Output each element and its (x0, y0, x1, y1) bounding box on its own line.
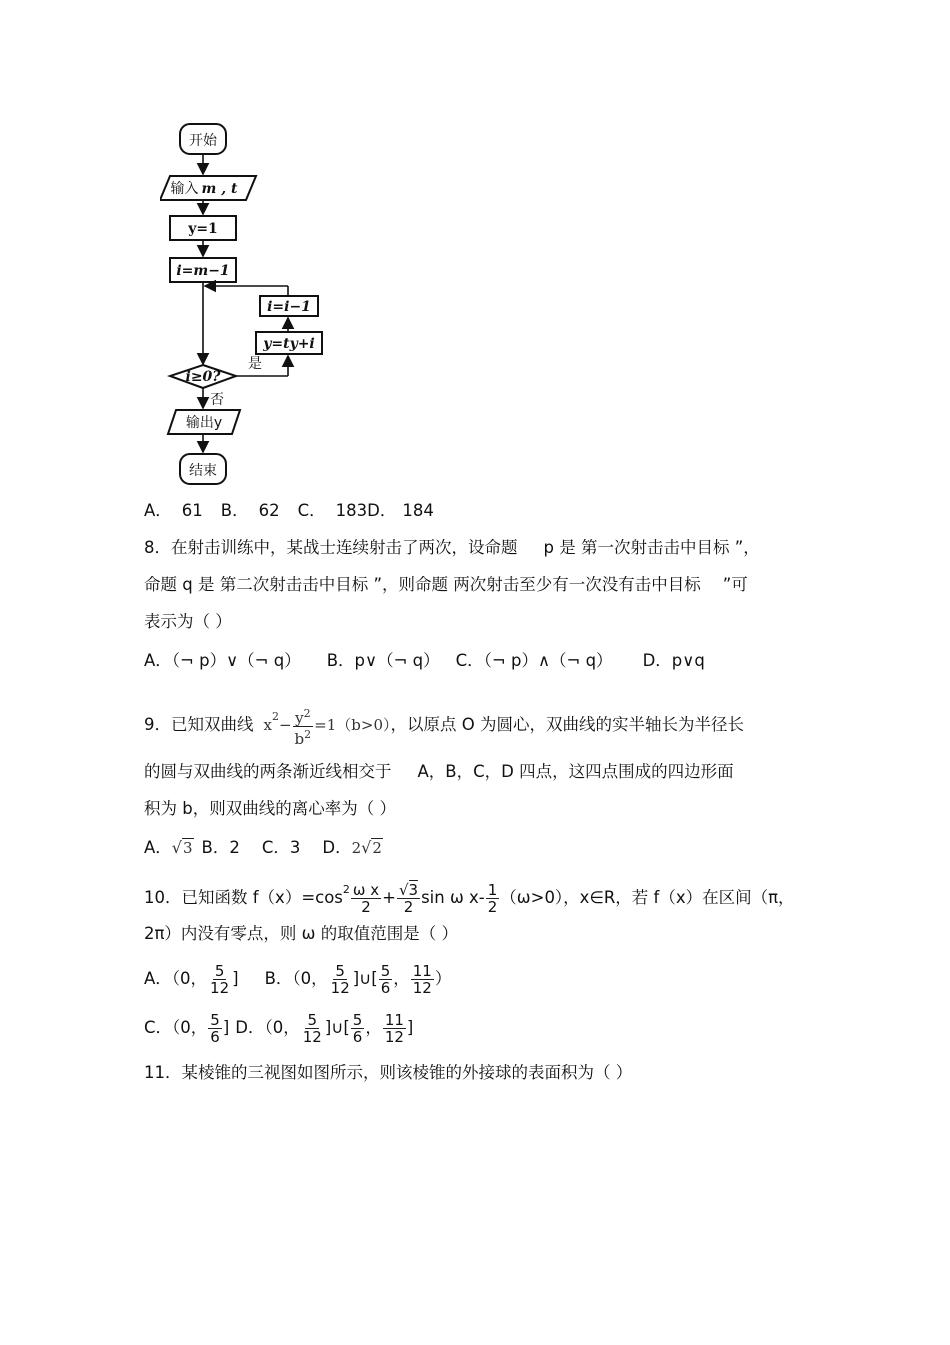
q9-line-1 (144, 702, 744, 747)
flowchart-yes-label: 是 (248, 356, 262, 372)
q10-line-1: 10．已知函数 $f(x)=\cos^2$ $\frac{\text{ω x}}{2}$ + $\frac{√3}{2}$ sin ω x- $\frac{1}{2}$ （ω>0），x∈R，若 f（x）在区间（π， (144, 881, 795, 916)
q8-option-b: B．p∨（¬ q） (326, 651, 440, 670)
q9-d-label: D． (322, 838, 352, 857)
flowchart-no-label: 否 (210, 392, 224, 408)
flowchart-input-label: 输入 m , t (170, 181, 238, 197)
q7-option-b: 62 (258, 501, 280, 520)
flowchart-output-label: 输出y (185, 415, 223, 431)
q9-option-d: 2√2 (351, 838, 382, 857)
q9-options (144, 836, 383, 860)
q10-sin: sin ω x (421, 888, 479, 907)
q9-suffix: ，以原点 O 为圆心，双曲线的实半轴长为半径长 (390, 715, 744, 734)
q10-frac-1: $\frac{\text{ω x}}{2}$ (352, 881, 380, 916)
q8-option-a: A．（¬ p）∨（¬ q） (144, 651, 301, 670)
q9-a-label: A． (144, 838, 172, 857)
q10-option-a: A．（0， $\frac{5}{12}$ ] (144, 962, 239, 997)
q8-text-2a: 命题 q 是 第二次射击击中目标 ”，则命题 两次射击至少有一次没有击中目标 (144, 575, 701, 594)
q7-b-label: B． (220, 501, 249, 520)
flowchart-update-y-label: y=ty+i (263, 336, 315, 352)
q7-options (144, 499, 434, 523)
flowchart-condition-label: i≥0? (185, 369, 221, 385)
q8-line-1 (144, 536, 760, 560)
q7-option-a: 61 (181, 501, 203, 520)
q10-frac-3: $\frac{1}{2}$ (487, 881, 498, 916)
flowchart-init-y-label: y=1 (188, 221, 218, 237)
q10-line-2: 2π）内没有零点，则 ω 的取值范围是（ ） (144, 924, 458, 943)
q10-prefix: 10．已知函数 f（x）=cos (144, 888, 343, 907)
q10-rest: （ω>0），x∈R，若 f（x）在区间（π， (500, 888, 795, 907)
q7-c-label: C． (297, 501, 326, 520)
q7-a-label: A． (144, 501, 172, 520)
q11-line-1: 11．某棱锥的三视图如图所示，则该棱锥的外接球的表面积为（ ） (144, 1063, 633, 1082)
q8-text-1a: 8．在射击训练中，某战士连续射击了两次，设命题 (144, 538, 518, 557)
q9-hyperbola-equation: $x^2-$ $\frac{y^2}{b^2}$ =1（b>0） (263, 706, 391, 748)
q9-option-a: √3 (171, 838, 193, 857)
q10-sup: 2 (342, 883, 350, 896)
q9-option-b: B．2 (201, 838, 240, 857)
flowchart (160, 118, 340, 490)
q9-prefix: 9．已知双曲线 (144, 715, 254, 734)
q10-option-b: B．（0， $\frac{5}{12}$ ]∪[ $\frac{5}{6}$ ， $\frac{11}{12}$ ） (264, 962, 452, 997)
q10-option-d: D．（0， $\frac{5}{12}$ ]∪[ $\frac{5}{6}$ ， $\frac{11}{12}$ ] (235, 1011, 414, 1046)
q8-option-c: C．（¬ p）∧（¬ q） (455, 651, 613, 670)
q8-line-2 (144, 573, 748, 597)
q10-options-cd (144, 1011, 413, 1045)
q10-frac-2: $\frac{√3}{2}$ (398, 881, 419, 916)
q8-option-d: D．p∨q (642, 651, 705, 670)
q10-option-c: C．（0， $\frac{5}{6}$ ] (144, 1011, 230, 1046)
q7-option-d: 184 (402, 501, 434, 520)
q9-text-2b: A，B，C，D 四点，这四点围成的四边形面 (417, 762, 734, 781)
q8-text-1b: p 是 第一次射击击中目标 ”， (543, 538, 760, 557)
q8-text-2b: ”可 (722, 575, 748, 594)
q8-line-3: 表示为（ ） (144, 612, 232, 631)
q8-options (144, 649, 705, 673)
flowchart-dec-i-label: i=i−1 (267, 299, 311, 315)
q9-text-2a: 的圆与双曲线的两条渐近线相交于 (144, 762, 392, 781)
q9-line-2 (144, 760, 734, 784)
q9-line-3: 积为 b，则双曲线的离心率为（ ） (144, 799, 396, 818)
flowchart-end-label: 结束 (189, 463, 217, 479)
q9-option-c: C．3 (261, 838, 301, 857)
q10-options-ab (144, 962, 451, 996)
q7-option-c: 183 (335, 501, 368, 520)
q7-d-label: D． (367, 501, 397, 520)
flowchart-start-label: 开始 (189, 133, 217, 149)
flowchart-init-i-label: i=m−1 (176, 263, 230, 279)
